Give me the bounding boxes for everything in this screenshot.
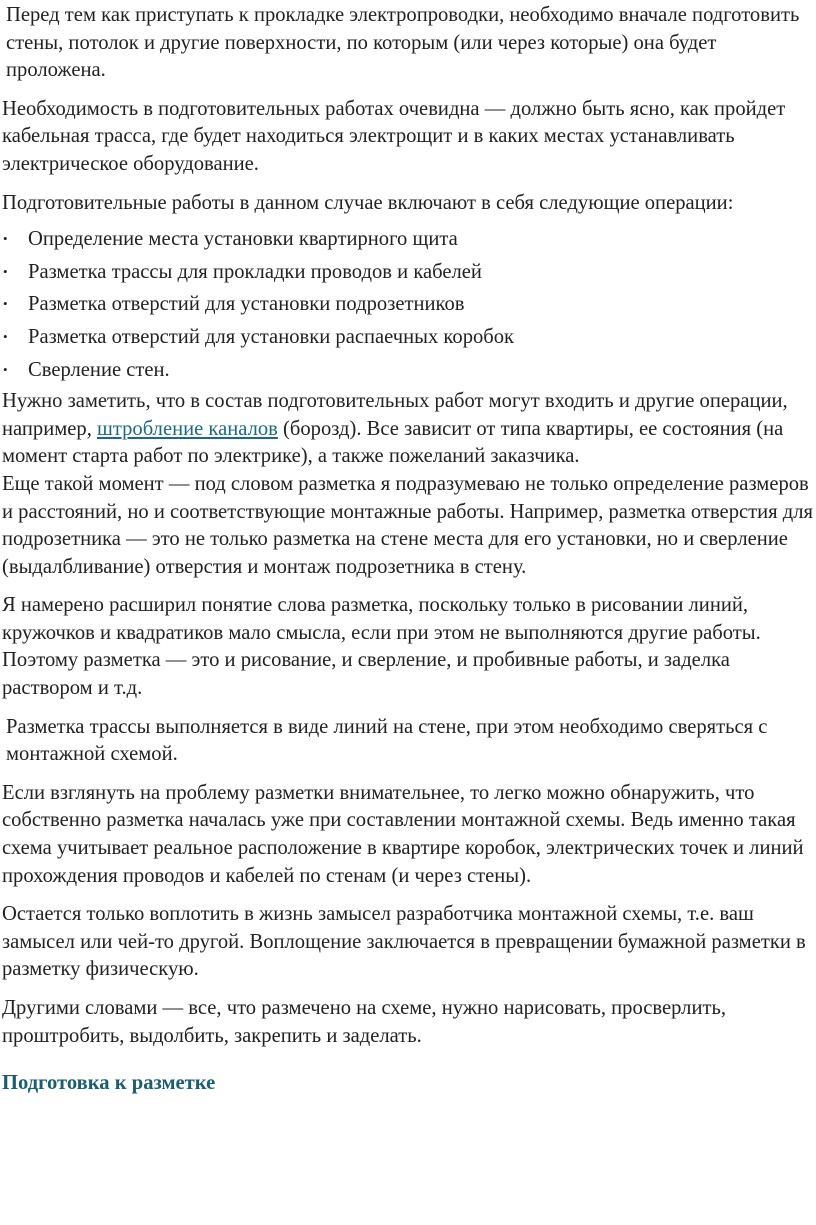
list-item-text: Сверление стен. xyxy=(28,358,170,381)
list-item xyxy=(2,321,816,354)
list-item-text: Определение места установки квартирного щита xyxy=(28,228,458,251)
paragraph-schema: Если взглянуть на проблему разметки внимательнее, то легко можно обнаружить, что собственно разметка началась уже при составлении монтажной схемы. Ведь именно такая схема учитывает реальное расположение в квартире коробок, электрических точек и линий прохождения проводов и кабелей по стенам (и через стены). xyxy=(2,781,804,887)
list-item-text: Разметка отверстий для установки распаечных коробок xyxy=(28,325,515,348)
paragraph-marking-definition: Еще такой момент — под словом разметка я подразумеваю не только определение размеров и расстояний, но и соответствующие монтажные работы. Например, разметка отверстия для подрозетника — это не только разметка на стене места для его установки, но и сверление (выдалбливание) отверстия и монтаж подрозетника в стену. xyxy=(2,472,813,578)
list-item xyxy=(2,223,816,256)
operations-list xyxy=(2,223,816,386)
bullet-icon: • xyxy=(3,328,8,344)
list-item-text: Разметка трассы для прокладки проводов и кабелей xyxy=(28,260,482,283)
section-heading: Подготовка к разметке xyxy=(2,1072,216,1095)
note-text-after: (борозд). Все зависит от типа квартиры, ее состояния (на момент старта работ по электрике), а также пожеланий заказчика. xyxy=(2,417,784,468)
paragraph-marking-extended: Я намерено расширил понятие слова разметка, поскольку только в рисовании линий, кружочков и квадратиков мало смысла, если при этом не выполняются другие работы. Поэтому разметка — это и рисование, и сверление, и пробивные работы, и заделка раствором и т.д. xyxy=(2,594,761,700)
list-item-text: Разметка отверстий для установки подрозетников xyxy=(28,293,465,316)
bullet-icon: • xyxy=(3,263,8,279)
list-item xyxy=(2,354,816,387)
bullet-icon: • xyxy=(3,361,8,377)
paragraph-summary: Другими словами — все, что размечено на схеме, нужно нарисовать, просверлить, проштробить, выдолбить, закрепить и заделать. xyxy=(2,997,727,1047)
paragraph-route-marking: Разметка трассы выполняется в виде линий на стене, при этом необходимо сверяться с монтажной схемой. xyxy=(6,715,768,766)
paragraph-implementation: Остается только воплотить в жизнь замысел разработчика монтажной схемы, т.е. ваш замысел или чей-то другой. Воплощение заключается в превращении бумажной разметки в разметку физическую. xyxy=(2,903,806,981)
strobing-channels-link[interactable]: штробление каналов xyxy=(97,417,278,440)
paragraph-intro: Перед тем как приступать к прокладке электропроводки, необходимо вначале подготовить стены, потолок и другие поверхности, по которым (или через которые) она будет проложена. xyxy=(6,4,800,82)
list-item xyxy=(2,256,816,289)
paragraph-necessity: Необходимость в подготовительных работах очевидна — должно быть ясно, как пройдет кабельная трасса, где будет находиться электрощит и в каких местах устанавливать электрическое оборудование. xyxy=(2,97,786,175)
list-item xyxy=(2,288,816,321)
bullet-icon: • xyxy=(3,231,8,247)
note-text-before: Нужно заметить, что в состав подготовительных работ могут входить и другие операции, например, xyxy=(2,390,788,440)
paragraph-operations-intro: Подготовительные работы в данном случае включают в себя следующие операции: xyxy=(2,191,734,214)
paragraph-note xyxy=(2,388,816,471)
bullet-icon: • xyxy=(3,296,8,312)
